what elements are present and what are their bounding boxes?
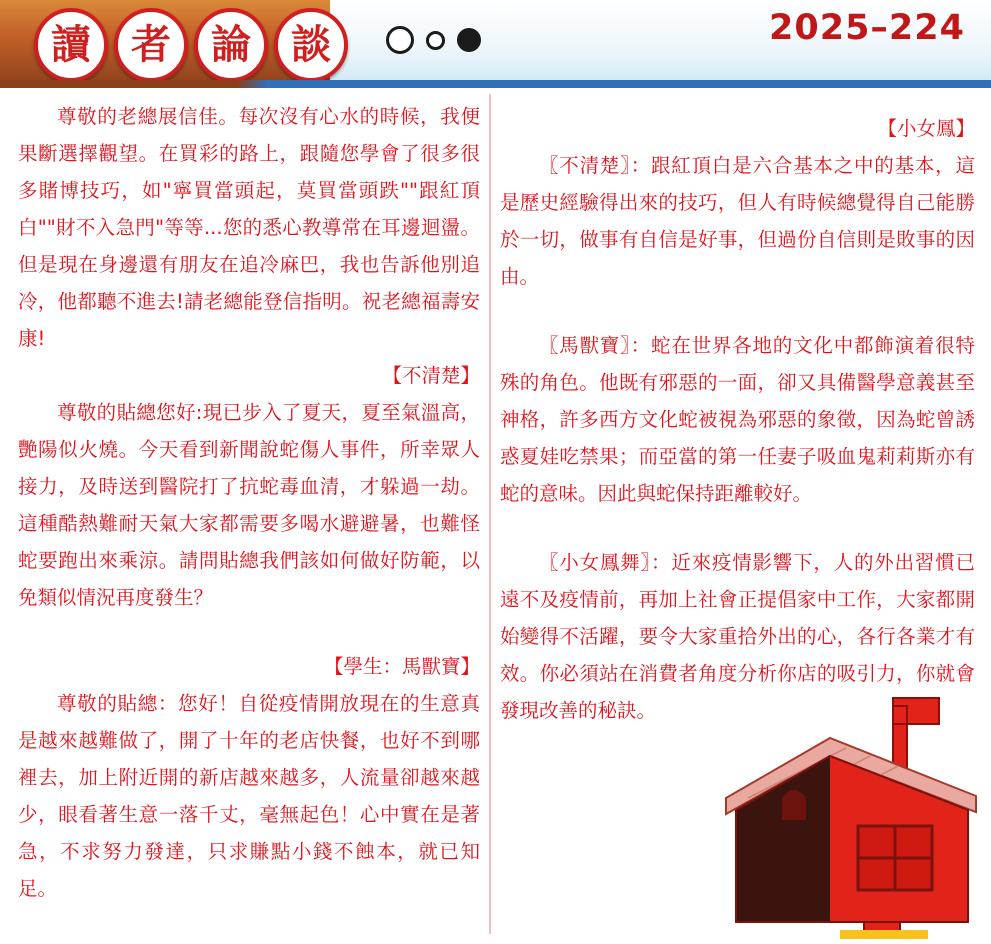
reply-2 (500, 327, 975, 512)
reply-1-body: 跟紅頂白是六合基本之中的基本，這是歷史經驗得出來的技巧，但人有時候總覺得自己能勝於一切，做事有自信是好事，但過份自信則是敗事的因由。 (500, 154, 975, 288)
reply-1-text (500, 147, 975, 295)
letter-1-body: 尊敬的老總展信佳。每次沒有心水的時候，我便果斷選擇觀望。在買彩的路上，跟隨您學會了很多很多賭博技巧，如"寧買當頭起，莫買當頭跌""跟紅頂白""財不入急門"等等...您的悉心教導常在耳邊迴盪。但是現在身邊還有朋友在追冷麻巴，我也告訴他別追冷，他都聽不進去!請老總能登信指明。祝老總福壽安康! (18, 105, 480, 350)
reply-2-addressee: 〖馬獸寶〗： (539, 334, 652, 357)
reply-1 (500, 147, 975, 295)
circle-outline-large-icon (386, 26, 414, 54)
masthead-title (34, 8, 348, 82)
page-header (0, 0, 991, 88)
letter-3 (18, 685, 480, 907)
masthead-char-3: 論 (194, 8, 268, 82)
reply-2-body: 蛇在世界各地的文化中都飾演着很特殊的角色。他既有邪惡的一面，卻又具備醫學意義甚至神格，許多西方文化蛇被視為邪惡的象徵，因為蛇曾誘惑夏娃吃禁果；而亞當的第一任妻子吸血鬼莉莉斯亦有蛇的意味。因此與蛇保持距離較好。 (500, 334, 975, 505)
circle-filled-icon (457, 28, 481, 52)
issue-number: 2025–224 (769, 8, 965, 48)
right-column (500, 98, 975, 729)
spacer-top-right (500, 98, 975, 110)
letter-2-signature: 【學生：馬獸寶】 (323, 655, 480, 678)
reply-1-addressee: 〖不清楚〗： (539, 154, 652, 177)
spacer-1 (18, 616, 480, 648)
masthead-char-4: 談 (274, 8, 348, 82)
masthead-char-2: 者 (114, 8, 188, 82)
header-divider-rule (0, 80, 991, 88)
left-column (18, 98, 480, 907)
page-body (0, 88, 991, 939)
letter-1 (18, 98, 480, 394)
masthead-char-1: 讀 (34, 8, 108, 82)
decorative-dots (386, 26, 481, 54)
reply-3-body: 近來疫情影響下，人的外出習慣已遠不及疫情前，再加上社會正提倡家中工作，大家都開始變得不活躍，要令大家重拾外出的心，各行各業才有效。你必須站在消費者角度分析你店的吸引力，你就會發現改善的秘訣。 (500, 551, 975, 722)
column-divider (489, 94, 491, 934)
red-mailbox-illustration (718, 686, 986, 939)
reply-2-text (500, 327, 975, 512)
letter-1-signature: 【不清楚】 (382, 364, 480, 387)
spacer-2 (500, 295, 975, 327)
letter-2-body: 尊敬的貼總您好:現已步入了夏天，夏至氣溫高，艷陽似火燒。今天看到新聞說蛇傷人事件，所幸眾人接力，及時送到醫院打了抗蛇毒血清，才躲過一劫。這種酷熱難耐天氣大家都需要多喝水避避暑，也難怪蛇要跑出來乘涼。請問貼總我們該如何做好防範，以免類似情況再度發生？ (18, 401, 480, 609)
reply-3-addressee: 〖小女鳳舞〗： (539, 551, 672, 574)
letter-3-body: 尊敬的貼總：您好！自從疫情開放現在的生意真是越來越難做了，開了十年的老店快餐，也好不到哪裡去，加上附近開的新店越來越多，人流量卻越來越少，眼看著生意一落千丈，毫無起色！心中實在是著急，不求努力發達，只求賺點小錢不蝕本，就已知足。 (18, 692, 480, 900)
spacer-3 (500, 512, 975, 544)
circle-outline-small-icon (426, 31, 445, 50)
letter-2 (18, 394, 480, 685)
responder-name: 【小女鳳】 (877, 117, 975, 140)
